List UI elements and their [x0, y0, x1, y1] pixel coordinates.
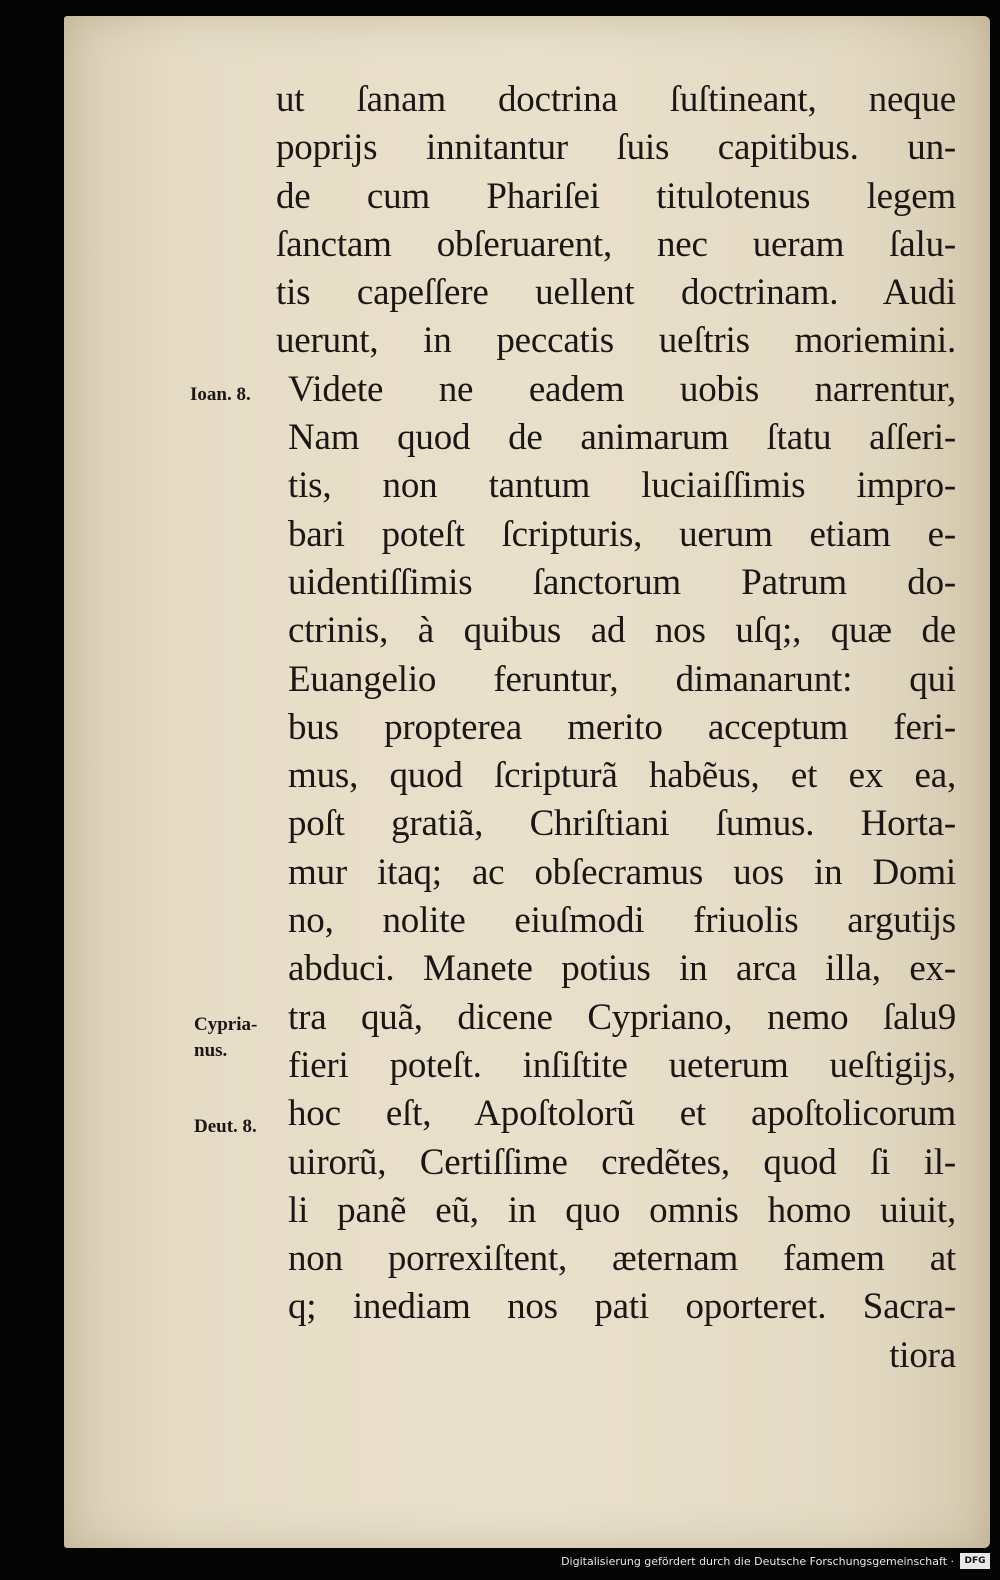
funding-notice: Digitalisierung gefördert durch die Deutsche Forschungsgemeinschaft ·: [561, 1555, 954, 1568]
text-line: tis capeſſere uellent doctrinam. Audi: [276, 272, 956, 314]
text-line: uidentiſſimis ſanctorum Patrum do-: [288, 561, 956, 603]
text-line: poſt gratiã, Chriſtiani ſumus. Horta-: [288, 803, 956, 845]
text-line: de cum Phariſei titulotenus legem: [276, 175, 956, 217]
text-line: mur itaq; ac obſecramus uos in Domi: [288, 851, 956, 893]
text-line: no, nolite eiuſmodi friuolis argutijs: [288, 900, 956, 942]
text-line: mus, quod ſcripturã habẽus, et ex ea,: [288, 755, 956, 797]
text-line: Euangelio feruntur, dimanarunt: qui: [288, 658, 956, 700]
text-line: bus propterea merito acceptum feri-: [288, 706, 956, 748]
text-line: bari poteſt ſcripturis, uerum etiam e-: [288, 513, 956, 555]
text-line: q; inediam nos pati oporteret. Sacra-: [288, 1286, 956, 1328]
text-line: fieri poteſt. inſiſtite ueterum ueſtigijs,: [288, 1044, 956, 1086]
text-line: abduci. Manete potius in arca illa, ex-: [288, 948, 956, 990]
margin-note-ioan: Ioan. 8.: [190, 384, 251, 405]
text-line: poprijs innitantur ſuis capitibus. un-: [276, 127, 956, 169]
text-line: tis, non tantum luciaiſſimis impro-: [288, 465, 956, 507]
text-line: tra quã, dicene Cypriano, nemo ſalu9: [288, 996, 956, 1038]
text-line: non porrexiſtent, æternam famem at: [288, 1238, 956, 1280]
margin-note-nus: nus.: [194, 1040, 228, 1061]
text-line: uirorũ, Certiſſime credẽtes, quod ſi il-: [288, 1141, 956, 1183]
text-line: Nam quod de animarum ſtatu aſſeri-: [288, 417, 956, 459]
text-line: Videte ne eadem uobis narrentur,: [288, 368, 956, 410]
text-line: ut ſanam doctrina ſuſtineant, neque: [276, 79, 956, 120]
text-line: li panẽ eũ, in quo omnis homo uiuit,: [288, 1189, 956, 1231]
dfg-logo-icon: DFG: [960, 1553, 990, 1569]
margin-note-deut: Deut. 8.: [194, 1116, 257, 1137]
margin-note-cypria: Cypria-: [194, 1014, 258, 1035]
catchword: tiora: [889, 1334, 956, 1376]
text-line: uerunt, in peccatis ueſtris moriemini.: [276, 320, 956, 362]
main-text-block: [276, 76, 956, 1380]
text-line: ctrinis, à quibus ad nos uſq;, quæ de: [288, 610, 956, 652]
text-line: ſanctam obſeruarent, nec ueram ſalu-: [276, 223, 956, 265]
text-line: hoc eſt, Apoſtolorũ et apoſtolicorum: [288, 1093, 956, 1135]
